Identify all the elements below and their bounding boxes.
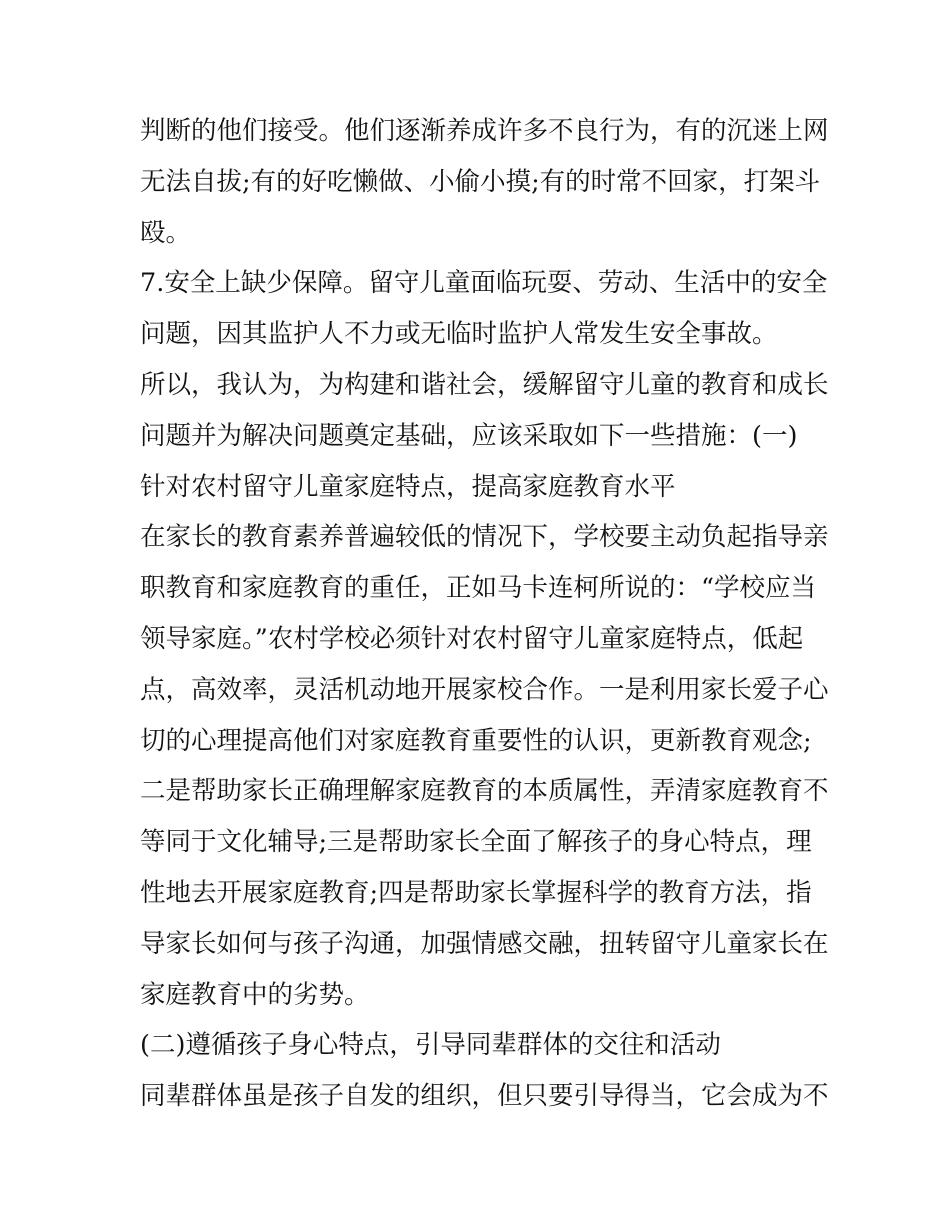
text-line: 领导家庭。”农村学校必须针对农村留守儿童家庭特点，低起 [140,623,804,654]
text-line: 同辈群体虽是孩子自发的组织，但只要引导得当，它会成为不 [140,1081,829,1112]
text-line: 性地去开展家庭教育;四是帮助家长掌握科学的教育方法，指 [140,877,812,908]
text-line: 7.安全上缺少保障。留守儿童面临玩耍、劳动、生活中的安全 [140,268,828,299]
text-line: 所以，我认为，为构建和谐社会，缓解留守儿童的教育和成长 [140,369,829,400]
section-heading: (二)遵循孩子身心特点，引导同辈群体的交往和活动 [140,1030,721,1061]
section-heading: 针对农村留守儿童家庭特点，提高家庭教育水平 [140,471,676,502]
text-line: 家庭教育中的劣势。 [140,979,370,1010]
text-line: 等同于文化辅导;三是帮助家长全面了解孩子的身心特点，理 [140,827,812,858]
text-line: 切的心理提高他们对家庭教育重要性的认识，更新教育观念; [140,725,812,756]
text-line: 无法自拔;有的好吃懒做、小偷小摸;有的时常不回家，打架斗 [140,166,821,197]
document-page [140,106,829,1122]
text-line: 点，高效率，灵活机动地开展家校合作。一是利用家长爱子心 [140,674,829,705]
text-line: 殴。 [140,217,192,248]
text-line: 二是帮助家长正确理解家庭教育的本质属性，弄清家庭教育不 [140,776,829,807]
text-line: 判断的他们接受。他们逐渐养成许多不良行为，有的沉迷上网 [140,116,829,146]
text-line: 导家长如何与孩子沟通，加强情感交融，扭转留守儿童家长在 [140,928,829,959]
text-line: 问题并为解决问题奠定基础，应该采取如下一些措施：(一) [140,420,798,451]
text-line: 问题，因其监护人不力或无临时监护人常发生安全事故。 [140,319,778,350]
text-line: 在家长的教育素养普遍较低的情况下，学校要主动负起指导亲 [140,522,829,553]
text-line: 职教育和家庭教育的重任，正如马卡连柯所说的：“学校应当 [140,573,817,604]
